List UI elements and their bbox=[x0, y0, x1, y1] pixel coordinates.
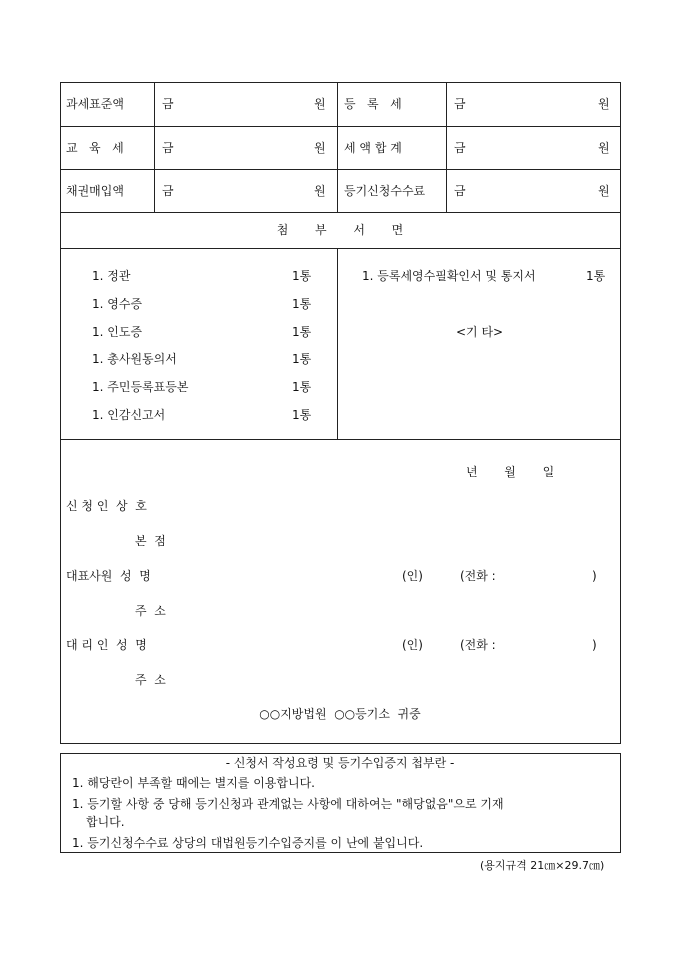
education-tax-label: 교 육 세 bbox=[66, 141, 124, 155]
attachment-right-item: 1. 등록세영수필확인서 및 통지서 bbox=[362, 269, 536, 283]
registration-fee-currency: 원 bbox=[598, 184, 610, 198]
attachment-item-name: 1. 총사원동의서 bbox=[92, 352, 177, 366]
tax-total-amount-prefix: 금 bbox=[454, 141, 466, 155]
attachment-other: <기 타> bbox=[456, 325, 504, 339]
attachment-item-count: 1통 bbox=[292, 325, 312, 339]
bond-amount-prefix: 금 bbox=[162, 184, 174, 198]
agent-seal: (인) bbox=[402, 638, 423, 652]
representative-phone-label: (전화 : bbox=[460, 569, 496, 583]
attachment-item-count: 1통 bbox=[292, 380, 312, 394]
recipient-court: ○○지방법원 ○○등기소 귀중 bbox=[259, 707, 421, 721]
agent-name-label: 대 리 인 성 명 bbox=[66, 638, 147, 652]
attachment-right-item-count: 1통 bbox=[586, 269, 606, 283]
attachment-item-count: 1통 bbox=[292, 408, 312, 422]
registration-fee-label: 등기신청수수료 bbox=[344, 184, 426, 198]
attachments-header: 첨 부 서 면 bbox=[276, 223, 404, 237]
agent-phone-close: ) bbox=[592, 638, 597, 652]
agent-phone-label: (전화 : bbox=[460, 638, 496, 652]
tax-base-amount-prefix: 금 bbox=[162, 97, 174, 111]
attachment-item-name: 1. 인감신고서 bbox=[92, 408, 166, 422]
registration-tax-label: 등 록 세 bbox=[344, 97, 402, 111]
registration-tax-currency: 원 bbox=[598, 97, 610, 111]
bond-label: 채권매입액 bbox=[66, 184, 124, 198]
representative-name-label: 대표사원 성 명 bbox=[66, 569, 151, 583]
representative-seal: (인) bbox=[402, 569, 423, 583]
registration-tax-amount-prefix: 금 bbox=[454, 97, 466, 111]
attachment-item-name: 1. 인도증 bbox=[92, 325, 143, 339]
representative-phone-close: ) bbox=[592, 569, 597, 583]
paper-size-note: (용지규격 21㎝×29.7㎝) bbox=[480, 859, 605, 872]
tax-base-currency: 원 bbox=[314, 97, 326, 111]
tax-total-currency: 원 bbox=[598, 141, 610, 155]
notes-title: - 신청서 작성요령 및 등기수입증지 첩부란 - bbox=[225, 756, 455, 770]
application-date: 년 월 일 bbox=[466, 465, 555, 479]
trade-name-label: 신 청 인 상 호 bbox=[66, 499, 147, 513]
education-tax-currency: 원 bbox=[314, 141, 326, 155]
notes-item: 1. 해당란이 부족할 때에는 별지를 이용합니다. bbox=[72, 776, 315, 790]
registration-fee-amount-prefix: 금 bbox=[454, 184, 466, 198]
bond-currency: 원 bbox=[314, 184, 326, 198]
head-office-label: 본 점 bbox=[135, 534, 166, 548]
notes-item: 1. 등기신청수수료 상당의 대법원등기수입증지를 이 난에 붙입니다. bbox=[72, 836, 424, 850]
tax-total-label: 세 액 합 계 bbox=[344, 141, 402, 155]
attachment-item-count: 1통 bbox=[292, 269, 312, 283]
notes-item-continued: 합니다. bbox=[86, 815, 125, 829]
attachment-item-name: 1. 주민등록표등본 bbox=[92, 380, 189, 394]
representative-address-label: 주 소 bbox=[135, 604, 166, 618]
tax-base-label: 과세표준액 bbox=[66, 97, 124, 111]
agent-address-label: 주 소 bbox=[135, 673, 166, 687]
attachment-item-name: 1. 영수증 bbox=[92, 297, 143, 311]
attachment-item-name: 1. 정관 bbox=[92, 269, 131, 283]
notes-item: 1. 등기할 사항 중 당해 등기신청과 관계없는 사항에 대하여는 "해당없음"으로 기재 bbox=[72, 797, 504, 811]
attachment-item-count: 1통 bbox=[292, 352, 312, 366]
education-tax-amount-prefix: 금 bbox=[162, 141, 174, 155]
attachment-item-count: 1통 bbox=[292, 297, 312, 311]
